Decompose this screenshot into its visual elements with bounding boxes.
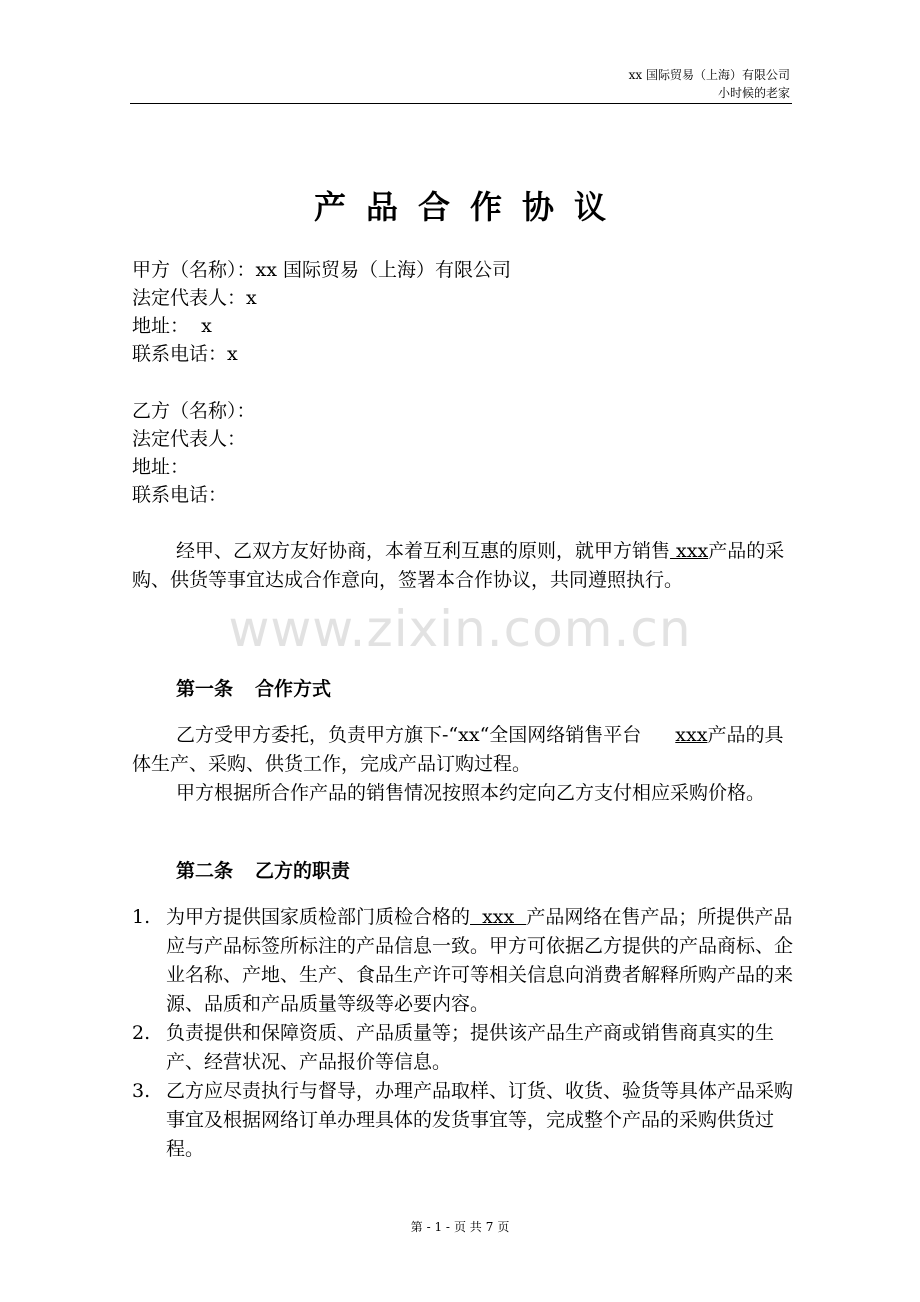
- list-item-text: 负责提供和保障资质、产品质量等；提供该产品生产商或销售商真实的生产、经营状况、产品报价等信息。: [166, 1022, 775, 1073]
- header-subtitle: 小时候的老家: [717, 86, 790, 100]
- article-1-text-1: 乙方受甲方委托，负责甲方旗下-“xx“全国网络销售平台: [176, 724, 642, 746]
- list-item: [132, 903, 794, 1019]
- article-2-number: 第二条: [176, 860, 234, 882]
- article-1-title: 合作方式: [255, 678, 332, 700]
- list-item-text: 乙方应尽责执行与督导，办理产品取样、订货、收货、验货等具体产品采购事宜及根据网络订单办理具体的发货事宜等，完成整个产品的采购供货过程。: [166, 1080, 794, 1160]
- intro-text-2: 产品的采购、供货等事宜达成合作意向，签署本合作协议，共同遵照执行。: [132, 540, 785, 591]
- list-item-number: 3.: [132, 1080, 151, 1102]
- page-header: [130, 66, 790, 102]
- party-b-phone: 联系电话：: [132, 484, 228, 506]
- footer-suffix: 页: [497, 1220, 510, 1234]
- article-1-paragraph-2: 甲方根据所合作产品的销售情况按照本约定向乙方支付相应采购价格。: [176, 782, 766, 804]
- list-item-blank: xxx: [470, 906, 527, 928]
- list-item-number: 1.: [132, 906, 151, 928]
- party-b-rep: 法定代表人：: [132, 428, 247, 450]
- article-1-heading: [176, 674, 331, 701]
- header-divider: [130, 103, 792, 104]
- list-item-text: 为甲方提供国家质检部门质检合格的: [166, 906, 471, 928]
- footer-total-pages: 7: [485, 1220, 494, 1234]
- document-title: 产品合作协议: [313, 188, 626, 226]
- list-item-text-continued: 产品网络在售产品；所提供产品应与产品标签所标注的产品信息一致。甲方可依据乙方提供的产品商标、企业名称、产地、生产、食品生产许可等相关信息向消费者解释所购产品的来源、品质和产品质量等级等必要内容。: [166, 906, 794, 1015]
- footer-prefix: 第: [410, 1220, 423, 1234]
- article-2-heading: [176, 856, 350, 883]
- article-1-text-2: 产品的具体生产、采购、供货工作，完成产品订购过程。: [132, 724, 784, 775]
- intro-blank: xxx: [670, 540, 709, 562]
- list-item-number: 2.: [132, 1022, 151, 1044]
- header-company: xx 国际贸易（上海）有限公司: [628, 68, 790, 82]
- footer-mid: 页 共: [453, 1220, 482, 1234]
- party-a-name: 甲方（名称）：xx 国际贸易（上海）有限公司: [132, 259, 511, 281]
- party-a-rep: 法定代表人：x: [132, 287, 257, 309]
- party-a-block: [132, 256, 511, 368]
- party-b-block: [132, 397, 256, 509]
- article-2-title: 乙方的职责: [255, 860, 351, 882]
- article-1-number: 第一条: [176, 678, 234, 700]
- party-a-address: 地址： x: [132, 315, 212, 337]
- footer-page-number: - 1 -: [426, 1220, 450, 1234]
- party-a-phone: 联系电话：x: [132, 343, 238, 365]
- intro-paragraph: [132, 537, 794, 595]
- page-footer: [0, 1218, 920, 1235]
- watermark: www.zixin.com.cn: [228, 600, 692, 658]
- intro-text-1: 经甲、乙双方友好协商，本着互利互惠的原则，就甲方销售: [176, 540, 671, 562]
- party-b-name: 乙方（名称）：: [132, 400, 256, 422]
- duties-list: [132, 903, 794, 1164]
- article-1-paragraph-1: [132, 721, 794, 779]
- list-item: [132, 1077, 794, 1164]
- party-b-address: 地址：: [132, 456, 190, 478]
- article-1-blank: xxx: [675, 724, 708, 746]
- list-item: [132, 1019, 794, 1077]
